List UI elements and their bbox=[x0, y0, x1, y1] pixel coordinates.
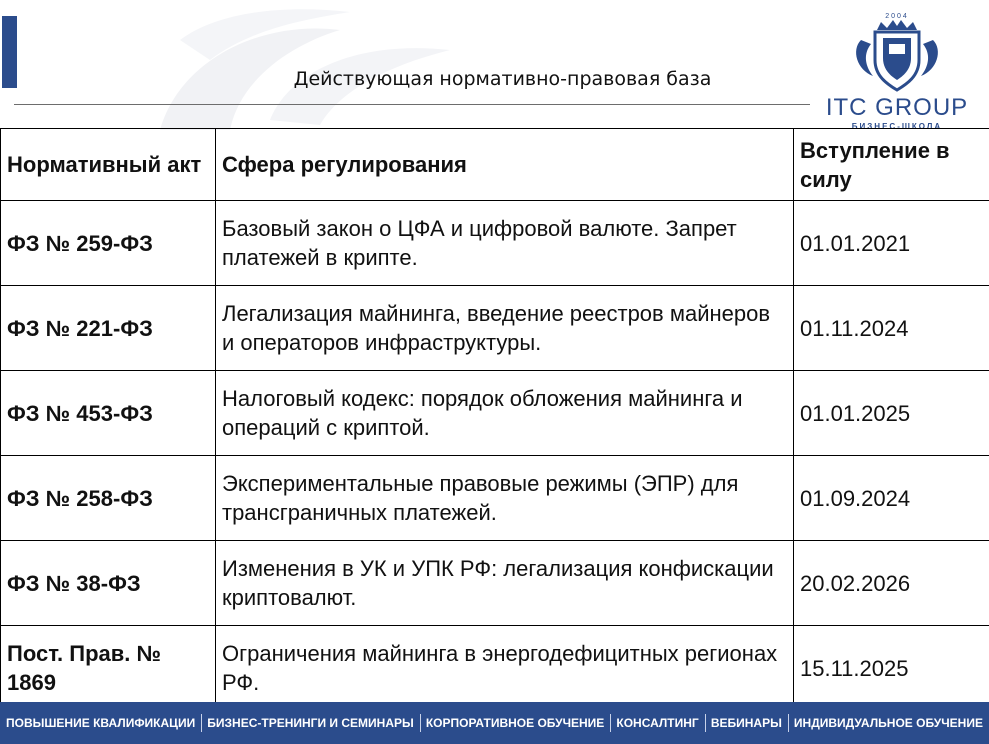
footer-bar bbox=[0, 702, 989, 744]
footer-item-corporate[interactable]: КОРПОРАТИВНОЕ ОБУЧЕНИЕ bbox=[425, 716, 605, 730]
cell-act: ФЗ № 258-ФЗ bbox=[1, 456, 216, 541]
itc-group-logo bbox=[824, 10, 970, 136]
footer-item-consulting[interactable]: КОНСАЛТИНГ bbox=[616, 716, 699, 730]
cell-act: ФЗ № 453-ФЗ bbox=[1, 371, 216, 456]
cell-act: ФЗ № 221-ФЗ bbox=[1, 286, 216, 371]
cell-act: ФЗ № 38-ФЗ bbox=[1, 541, 216, 626]
table-row bbox=[1, 626, 989, 711]
table-row bbox=[1, 456, 989, 541]
footer-item-webinars[interactable]: ВЕБИНАРЫ bbox=[710, 716, 782, 730]
logo-brand: ITC GROUP bbox=[825, 94, 969, 121]
cell-act: Пост. Прав. № 1869 bbox=[1, 626, 216, 711]
cell-date: 15.11.2025 bbox=[794, 626, 989, 711]
title-divider bbox=[14, 104, 810, 105]
cell-date: 20.02.2026 bbox=[794, 541, 989, 626]
cell-scope: Легализация майнинга, введение реестров майнеров и операторов инфраструктуры. bbox=[216, 286, 794, 371]
table-row bbox=[1, 371, 989, 456]
footer-item-individual[interactable]: ИНДИВИДУАЛЬНОЕ ОБУЧЕНИЕ bbox=[793, 716, 983, 730]
cell-date: 01.11.2024 bbox=[794, 286, 989, 371]
footer-item-qualification[interactable]: ПОВЫШЕНИЕ КВАЛИФИКАЦИИ bbox=[6, 716, 196, 730]
cell-scope: Изменения в УК и УПК РФ: легализация конфискации криптовалют. bbox=[216, 541, 794, 626]
header-date: Вступление в силу bbox=[794, 129, 989, 201]
crest-icon bbox=[847, 10, 947, 94]
table-header-row bbox=[1, 129, 989, 201]
table-row bbox=[1, 541, 989, 626]
regulation-table bbox=[0, 128, 989, 711]
table-row bbox=[1, 201, 989, 286]
cell-date: 01.09.2024 bbox=[794, 456, 989, 541]
cell-date: 01.01.2025 bbox=[794, 371, 989, 456]
header-act: Нормативный акт bbox=[1, 129, 216, 201]
cell-scope: Налоговый кодекс: порядок обложения майнинга и операций с криптой. bbox=[216, 371, 794, 456]
header-scope: Сфера регулирования bbox=[216, 129, 794, 201]
slide-title: Действующая нормативно-правовая база bbox=[293, 68, 712, 90]
cell-scope: Ограничения майнинга в энергодефицитных регионах РФ. bbox=[216, 626, 794, 711]
cell-date: 01.01.2021 bbox=[794, 201, 989, 286]
table-row bbox=[1, 286, 989, 371]
cell-scope: Экспериментальные правовые режимы (ЭПР) для трансграничных платежей. bbox=[216, 456, 794, 541]
cell-scope: Базовый закон о ЦФА и цифровой валюте. Запрет платежей в крипте. bbox=[216, 201, 794, 286]
cell-act: ФЗ № 259-ФЗ bbox=[1, 201, 216, 286]
logo-year: 2004 bbox=[885, 13, 909, 20]
footer-item-trainings[interactable]: БИЗНЕС-ТРЕНИНГИ И СЕМИНАРЫ bbox=[207, 716, 414, 730]
logo-subtitle: БИЗНЕС-ШКОЛА bbox=[851, 122, 943, 131]
